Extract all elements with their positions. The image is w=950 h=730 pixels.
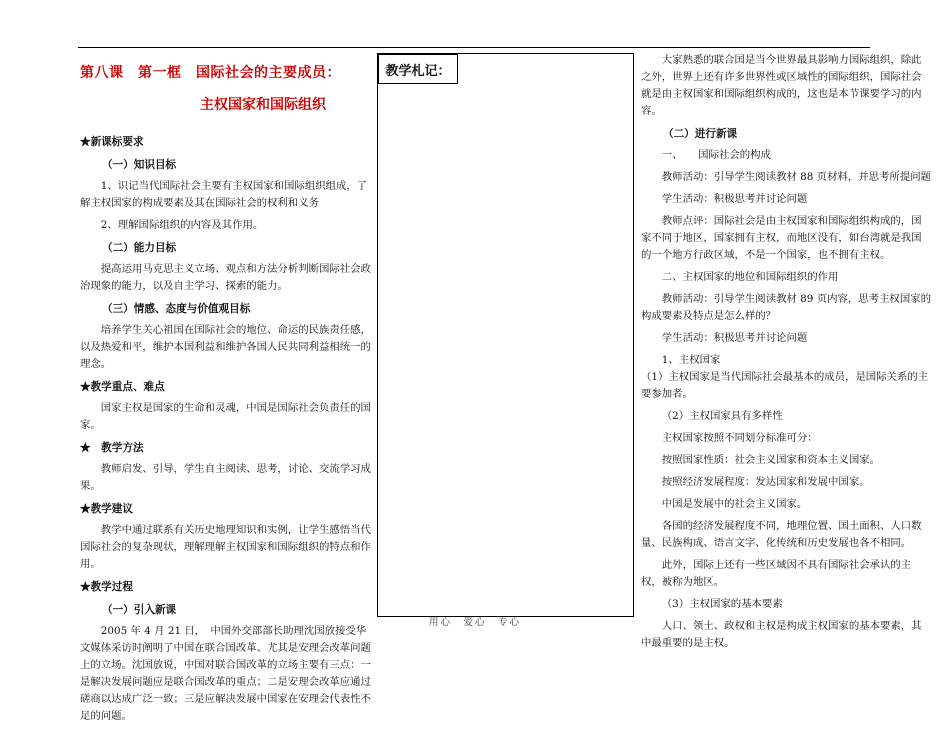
section-heading-process: ★教学过程 bbox=[80, 581, 133, 593]
paragraph: 按照国家性质：社会主义国家和资本主义国家。 bbox=[661, 454, 880, 466]
section-heading-suggest: ★教学建议 bbox=[80, 503, 133, 515]
teaching-notes-box bbox=[377, 53, 634, 617]
paragraph: 教师活动：引导学生阅读教材 88 页材料，并思考所提问题 bbox=[661, 171, 931, 183]
heading-knowledge: （一）知识目标 bbox=[102, 159, 177, 171]
heading-intro: （一）引入新课 bbox=[102, 604, 177, 616]
paragraph: 教师启发、引导，学生自主阅读、思考，讨论、交流学习成果。 bbox=[80, 463, 371, 492]
left-column bbox=[80, 128, 372, 730]
paragraph: 一、 国际社会的构成 bbox=[661, 149, 771, 161]
section-heading-key: ★教学重点、难点 bbox=[80, 381, 165, 393]
heading-new-lesson: （二）进行新课 bbox=[663, 128, 738, 140]
paragraph: 教师活动：引导学生阅读教材 89 页内容，思考主权国家的构成要素及特点是怎么样的？ bbox=[641, 293, 931, 322]
paragraph: 中国是发展中的社会主义国家。 bbox=[661, 498, 808, 510]
heading-emotion: （三）情感、态度与价值观目标 bbox=[102, 303, 251, 315]
paragraph: 学生活动：积极思考并讨论问题 bbox=[661, 332, 808, 344]
paragraph: 大家熟悉的联合国是当今世界最具影响力国际组织，除此之外，世界上还有许多世界性或区域性的国际组织，国际社会就是由主权国家和国际组织构成的，这也是本节课要学习的内容。 bbox=[641, 54, 922, 117]
paragraph: 提高运用马克思主义立场、观点和方法分析判断国际社会政治现象的能力，以及自主学习、探索的能力。 bbox=[80, 263, 371, 292]
paragraph: 人口、领土、政权和主权是构成主权国家的基本要素，其中最重要的是主权。 bbox=[641, 620, 922, 649]
paragraph: 按照经济发展程度：发达国家和发展中国家。 bbox=[661, 476, 870, 488]
paragraph: 学生活动：积极思考并讨论问题 bbox=[661, 193, 808, 205]
teaching-notes-label: 教学札记： bbox=[378, 54, 458, 84]
paragraph: 2005 年 4 月 21 日， 中国外交部部长助理沈国放接受华文媒体采访时阐明了中国在联合国改革、尤其是安理会改革问题上的立场。沈国放说，中国对联合国改革的立场主要有三点：一是解决发展问题应是联合国改革的重点；二是安理会改革应通过磋商以达成广泛一致；三是应解决发展中国家在安理会代表性不足的问题。 bbox=[80, 625, 371, 722]
paragraph: 1、识记当代国际社会主要有主权国家和国际组织组成，了解主权国家的构成要素及其在国际社会的权利和义务 bbox=[80, 180, 368, 209]
paragraph: 2、理解国际组织的内容及其作用。 bbox=[100, 219, 264, 231]
heading-ability: （二）能力目标 bbox=[102, 242, 177, 254]
lesson-subtitle: 主权国家和国际组织 bbox=[200, 97, 326, 113]
paragraph: 二、主权国家的地位和国际组织的作用 bbox=[661, 271, 839, 283]
paragraph: 1、主权国家 bbox=[661, 354, 721, 366]
top-rule bbox=[78, 47, 870, 48]
section-heading-method: ★ 教学方法 bbox=[80, 442, 144, 454]
paragraph: 主权国家按照不同划分标准可分： bbox=[661, 432, 818, 444]
paragraph: （2）主权国家具有多样性 bbox=[661, 410, 783, 422]
paragraph: 培养学生关心祖国在国际社会的地位、命运的民族责任感，以及热爱和平，维护本国利益和维护各国人民共同利益相统一的理念。 bbox=[80, 324, 371, 370]
paragraph: （3）主权国家的基本要素 bbox=[661, 598, 783, 610]
paragraph: （1）主权国家是当代国际社会最基本的成员，是国际关系的主要参加者。 bbox=[641, 371, 929, 400]
section-heading-standard: ★新课标要求 bbox=[80, 136, 144, 148]
right-column bbox=[641, 52, 931, 657]
paragraph: 各国的经济发展程度不同，地理位置、国土面积、人口数量、民族构成、语言文字、化传统和历史发展也各不相同。 bbox=[641, 520, 922, 549]
paragraph: 此外，国际上还有一些区域因不具有国际社会承认的主权，被称为地区。 bbox=[641, 559, 912, 588]
lesson-title: 第八课 第一框 国际社会的主要成员： bbox=[80, 65, 341, 81]
page-footer: 用心 爱心 专心 bbox=[428, 617, 521, 628]
paragraph: 教师点评：国际社会是由主权国家和国际组织构成的，国家不同于地区，国家拥有主权，而地区没有，如台湾就是我国的一个地方行政区域，不是一个国家，也不拥有主权。 bbox=[641, 215, 922, 261]
paragraph: 教学中通过联系有关历史地理知识和实例，让学生感悟当代国际社会的复杂现状，理解理解主权国家和国际组织的特点和作用。 bbox=[80, 524, 371, 570]
paragraph: 国家主权是国家的生命和灵魂，中国是国际社会负责任的国家。 bbox=[80, 402, 371, 431]
